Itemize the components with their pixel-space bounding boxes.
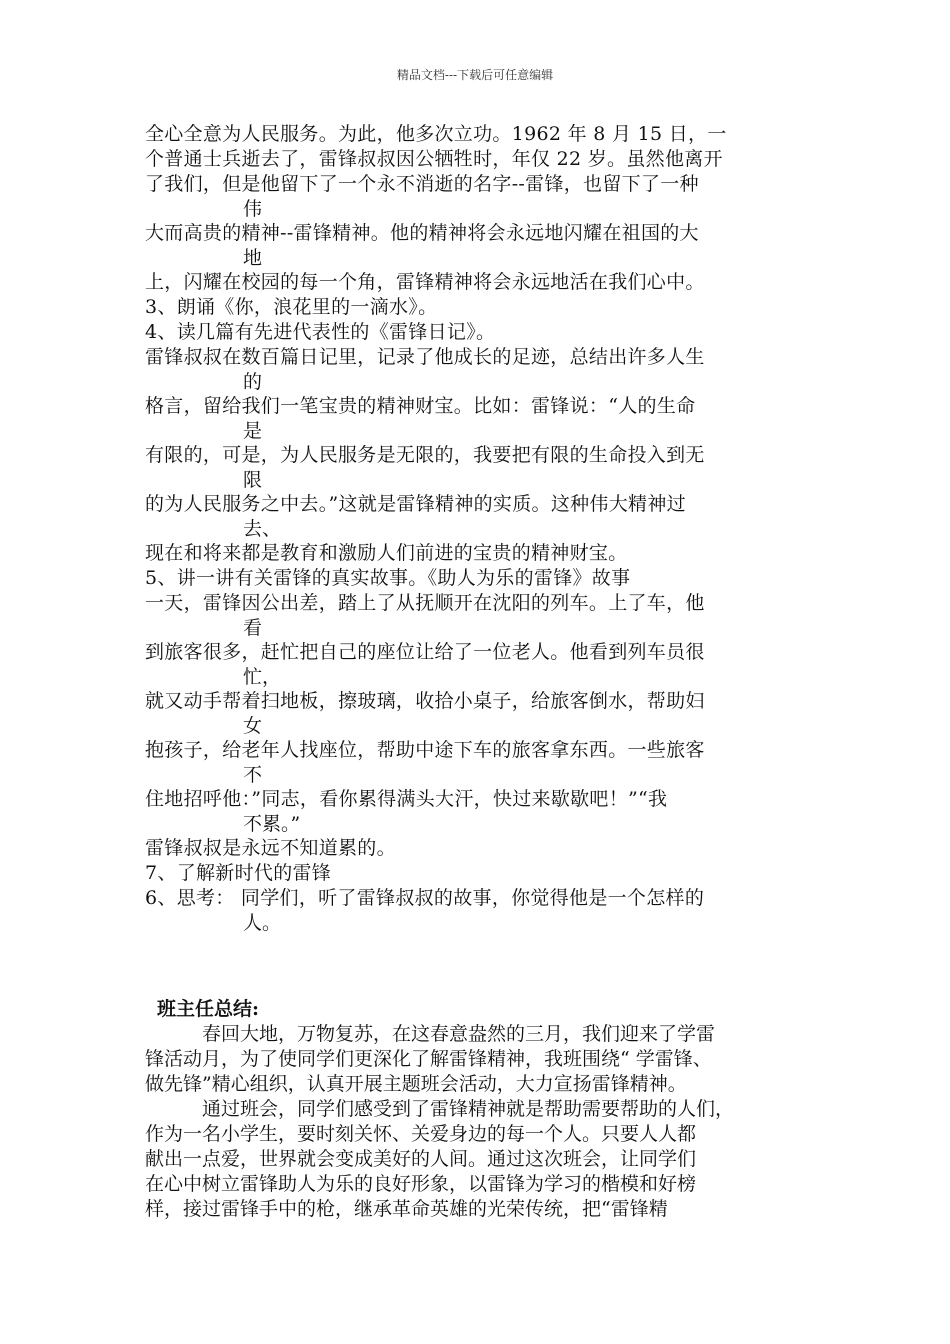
text-line: 7、了解新时代的雷锋 (145, 862, 332, 884)
text-line: 一天，雷锋因公出差，踏上了从抚顺开在沈阳的列车。上了车，他 (145, 592, 705, 614)
text-line: 5、讲一讲有关雷锋的真实故事。《助人为乐的雷锋》故事 (145, 567, 631, 589)
text-line: 格言，留给我们一笔宝贵的精神财宝。比如：雷锋说：“人的生命 (145, 395, 696, 417)
summary-line: 样，接过雷锋手中的枪，继承革命英雄的光荣传统，把“雷锋精 (145, 1198, 668, 1220)
text-line: 大而高贵的精神--雷锋精神。他的精神将会永远地闪耀在祖国的大 (145, 222, 699, 244)
summary-line: 在心中树立雷锋助人为乐的良好形象，以雷锋为学习的楷模和好榜 (145, 1173, 697, 1195)
text-line: 雷锋叔叔在数百篇日记里，记录了他成长的足迹，总结出许多人生 (145, 346, 705, 368)
wrapped-fragment: 女 (243, 715, 263, 737)
document-body (145, 122, 810, 1222)
activity-section (145, 122, 810, 935)
text-line: 4、读几篇有先进代表性的《雷锋日记》。 (145, 321, 496, 343)
summary-line: 通过班会，同学们感受到了雷锋精神就是帮助需要帮助的人们， (202, 1098, 735, 1120)
text-line: 的为人民服务之中去。”这就是雷锋精神的实质。这种伟大精神过 (145, 493, 686, 515)
text-line: 雷锋叔叔是永远不知道累的。 (145, 837, 396, 859)
text-line: 6、思考： 同学们，听了雷锋叔叔的故事，你觉得他是一个怎样的 (145, 887, 705, 909)
wrapped-fragment: 不 (243, 764, 263, 786)
text-line: 全心全意为人民服务。为此，他多次立功。1962 年 8 月 15 日，一 (145, 123, 727, 145)
text-line: 抱孩子，给老年人找座位，帮助中途下车的旅客拿东西。一些旅客 (145, 739, 705, 761)
summary-line: 做先锋”精心组织，认真开展主题班会活动，大力宣扬雷锋精神。 (145, 1073, 687, 1095)
wrapped-fragment: 不累。” (243, 813, 301, 835)
wrapped-fragment: 地 (243, 247, 263, 269)
summary-line: 锋活动月，为了使同学们更深化了解雷锋精神，我班围绕“ 学雷锋、 (145, 1048, 712, 1070)
wrapped-fragment: 的 (243, 371, 263, 393)
text-line: 到旅客很多，赶忙把自己的座位让给了一位老人。他看到列车员很 (145, 641, 705, 663)
text-line: 上，闪耀在校园的每一个角，雷锋精神将会永远地活在我们心中。 (145, 271, 705, 293)
summary-line: 献出一点爱，世界就会变成美好的人间。通过这次班会，让同学们 (145, 1148, 697, 1170)
wrapped-fragment: 忙， (243, 666, 282, 688)
summary-title: 班主任总结: (157, 998, 260, 1020)
text-line: 就又动手帮着扫地板，擦玻璃，收拾小桌子，给旅客倒水，帮助妇 (145, 690, 705, 712)
section-gap (145, 935, 810, 997)
wrapped-fragment: 限 (243, 469, 263, 491)
text-line: 现在和将来都是教育和激励人们前进的宝贵的精神财宝。 (145, 542, 628, 564)
page-header: 精品文档---下载后可任意编辑 (396, 68, 554, 82)
summary-section (145, 1022, 810, 1222)
text-line: 个普通士兵逝去了，雷锋叔叔因公牺牲时，年仅 22 岁。虽然他离开 (145, 148, 723, 170)
wrapped-fragment: 伟 (243, 198, 263, 220)
wrapped-fragment: 人。 (243, 912, 282, 934)
wrapped-fragment: 去、 (243, 518, 282, 540)
wrapped-fragment: 是 (243, 420, 263, 442)
text-line: 了我们，但是他留下了一个永不消逝的名字--雷锋，也留下了一种 (145, 173, 699, 195)
text-line: 有限的，可是，为人民服务是无限的，我要把有限的生命投入到无 (145, 444, 705, 466)
text-line: 3、朗诵《你，浪花里的一滴水》。 (145, 296, 438, 318)
summary-line: 春回大地，万物复苏，在这春意盎然的三月，我们迎来了学雷 (202, 1023, 716, 1045)
summary-line: 作为一名小学生，要时刻关怀、关爱身边的每一个人。只要人人都 (145, 1123, 697, 1145)
wrapped-fragment: 看 (243, 617, 263, 639)
text-line: 住地招呼他：”同志，看你累得满头大汗，快过来歇歇吧！”“我 (145, 788, 668, 810)
